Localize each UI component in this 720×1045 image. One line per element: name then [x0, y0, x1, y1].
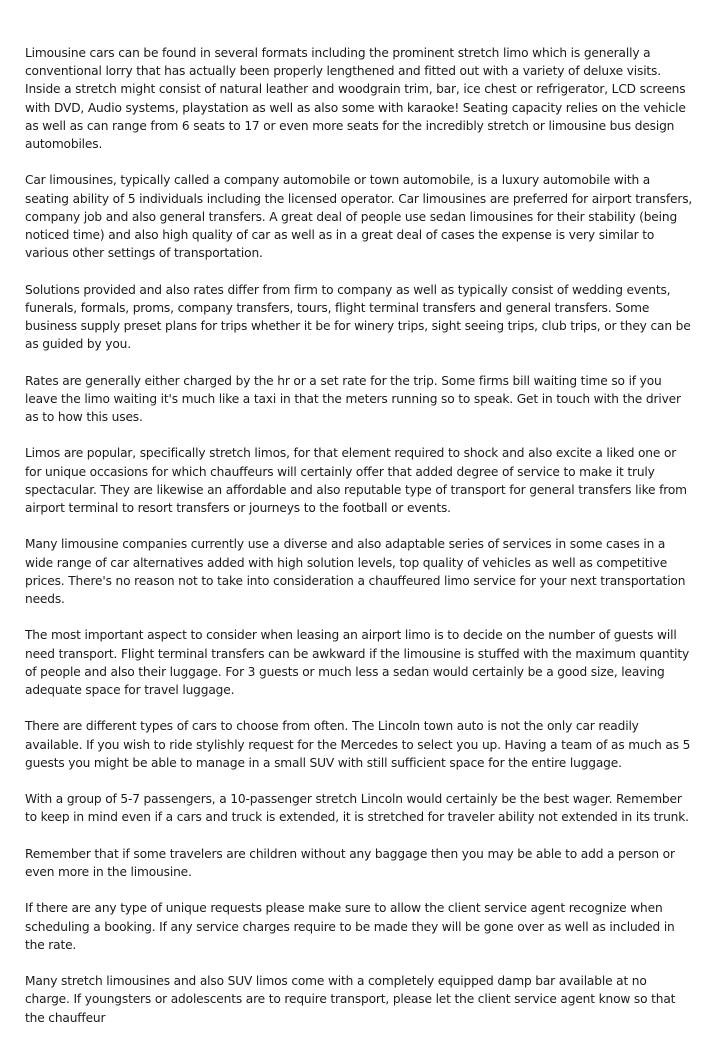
paragraph: Rates are generally either charged by the hr or a set rate for the trip. Some firms bill waiting time so if you leave the limo waiting it's much like a taxi in that the meters running so to speak. Get in touch with the driver as to how this uses. — [25, 373, 681, 425]
paragraph: Limos are popular, specifically stretch limos, for that element required to shock and also excite a liked one or for unique occasions for which chauffeurs will certainly offer that added degree of service to make it truly spectacular. They are likewise an affordable and also reputable type of transport for general transfers like from airport terminal to resort transfers or journeys to the football or events. — [25, 446, 687, 516]
paragraph: Car limousines, typically called a company automobile or town automobile, is a luxury automobile with a seating ability of 5 individuals including the licensed operator. Car limousines are preferred for airport transfers, company job and also general transfers. A great deal of people use sedan limousines for their stability (being noticed time) and also high quality of car as well as in a great deal of cases the expense is very similar to various other settings of transportation. — [25, 173, 693, 261]
paragraph: Solutions provided and also rates differ from firm to company as well as typically consist of wedding events, funerals, formals, proms, company transfers, tours, flight terminal transfers and general transfers. Some business supply preset plans for trips whether it be for winery trips, sight seeing trips, club trips, or they can be as guided by you. — [25, 282, 691, 352]
paragraph: Many limousine companies currently use a diverse and also adaptable series of services in some cases in a wide range of car alternatives added with high solution levels, top quality of vehicles as well as competitive prices. There's no reason not to take into consideration a chauffeured limo service for your next transportation needs. — [25, 537, 686, 607]
paragraph: With a group of 5-7 passengers, a 10-passenger stretch Lincoln would certainly be the best wager. Remember to keep in mind even if a cars and truck is extended, it is stretched for traveler ability not extended in its trunk. — [25, 792, 689, 825]
paragraph: There are different types of cars to choose from often. The Lincoln town auto is not the only car readily available. If you wish to ride stylishly request for the Mercedes to select you up. Having a team of as much as 5 guests you might be able to manage in a small SUV with still sufficient space for the entire luggage. — [25, 719, 691, 770]
paragraph: Many stretch limousines and also SUV limos come with a completely equipped damp bar available at no charge. If youngsters or adolescents are to require transport, please let the client service agent know so that the chauffeur — [25, 974, 676, 1025]
paragraph: Remember that if some travelers are children without any baggage then you may be able to add a person or even more in the limousine. — [25, 846, 675, 879]
paragraph: The most important aspect to consider when leasing an airport limo is to decide on the number of guests will need transport. Flight terminal transfers can be awkward if the limousine is stuffed with the maximum quantity of people and also their luggage. For 3 guests or much less a sedan would certainly be a good size, leaving adequate space for travel luggage. — [25, 628, 690, 698]
document-body — [25, 44, 695, 1045]
paragraph: If there are any type of unique requests please make sure to allow the client service agent recognize when scheduling a booking. If any service charges require to be made they will be gone over as well as included in the rate. — [25, 901, 675, 952]
paragraph: Limousine cars can be found in several formats including the prominent stretch limo which is generally a conventional lorry that has actually been properly lengthened and fitted out with a variety of deluxe visits. Inside a stretch might consist of natural leather and woodgrain trim, bar, ice chest or refrigerator, LCD screens with DVD, Audio systems, playstation as well as also some with karaoke! Seating capacity relies on the vehicle as well as can range from 6 seats to 17 or even more seats for the incredibly stretch or limousine bus design automobiles. — [25, 46, 686, 152]
